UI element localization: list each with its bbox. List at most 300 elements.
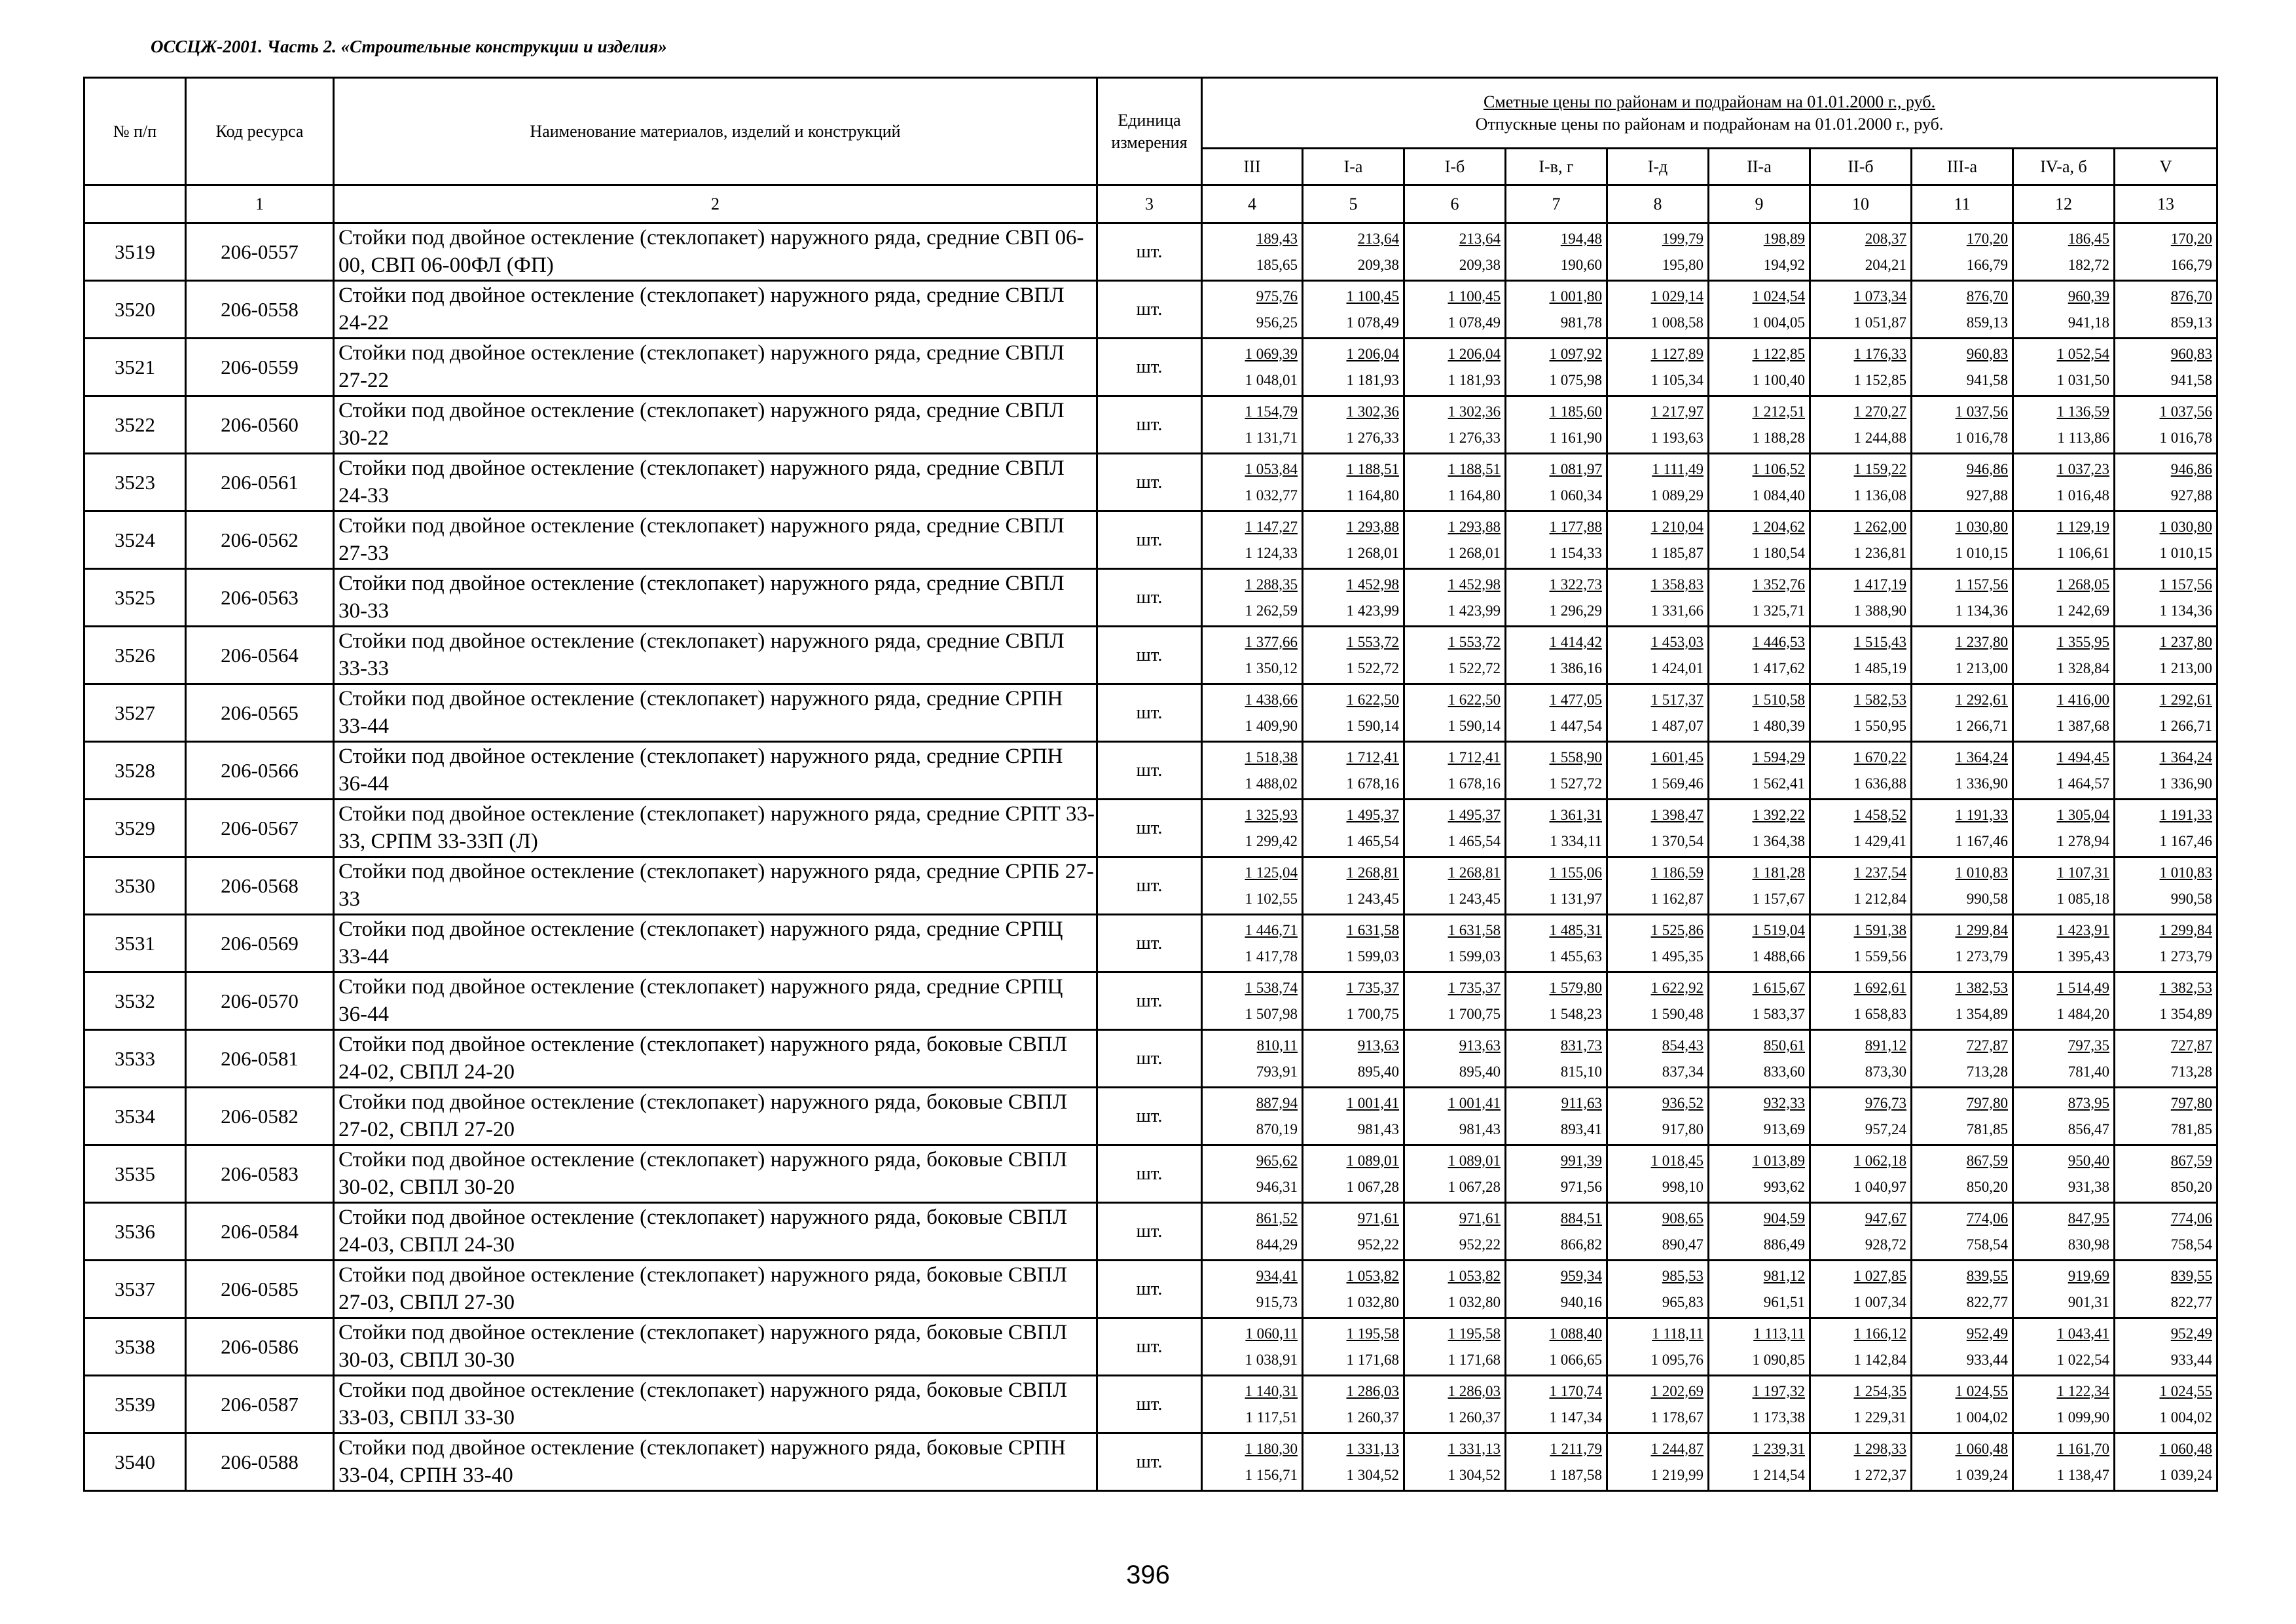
price-cell xyxy=(1709,1261,1810,1318)
row-unit: шт. xyxy=(1097,1261,1202,1318)
price-cell xyxy=(1810,1203,1912,1261)
column-index: 3 xyxy=(1097,185,1202,223)
table-row xyxy=(84,857,2217,915)
release-price: 1 417,62 xyxy=(1752,659,1805,676)
price-cell xyxy=(1607,972,1709,1030)
estimate-price: 1 538,74 xyxy=(1245,979,1298,996)
price-cell xyxy=(2013,742,2115,800)
release-price: 1 180,54 xyxy=(1752,544,1805,561)
release-price: 1 152,85 xyxy=(1853,371,1906,388)
price-cell xyxy=(1912,281,2013,339)
estimate-price: 1 268,81 xyxy=(1346,864,1399,881)
release-price: 1 266,71 xyxy=(2159,717,2213,734)
estimate-price: 727,87 xyxy=(1966,1037,2008,1054)
row-name: Стойки под двойное остекление (стеклопакет) наружного ряда, боковые СВПЛ 30-03, СВПЛ 30-30 xyxy=(334,1318,1097,1376)
row-code: 206-0584 xyxy=(186,1203,334,1261)
estimate-price: 1 170,74 xyxy=(1549,1382,1602,1399)
release-price: 1 131,71 xyxy=(1245,429,1298,446)
estimate-price: 1 364,24 xyxy=(1955,748,2008,766)
release-price: 1 117,51 xyxy=(1245,1409,1298,1426)
row-num: 3529 xyxy=(84,800,186,857)
estimate-price: 1 001,41 xyxy=(1448,1094,1501,1111)
release-price: 981,43 xyxy=(1357,1120,1399,1137)
table-row xyxy=(84,1203,2217,1261)
price-cell xyxy=(2013,281,2115,339)
release-price: 815,10 xyxy=(1560,1063,1602,1080)
row-code: 206-0581 xyxy=(186,1030,334,1088)
row-name: Стойки под двойное остекление (стеклопакет) наружного ряда, боковые СВПЛ 27-02, СВПЛ 27-20 xyxy=(334,1088,1097,1145)
price-cell xyxy=(1810,1433,1912,1491)
release-price: 1 010,15 xyxy=(1955,544,2008,561)
estimate-price: 1 030,80 xyxy=(1955,518,2008,535)
estimate-price: 1 712,41 xyxy=(1346,748,1399,766)
estimate-price: 1 155,06 xyxy=(1549,864,1602,881)
estimate-price: 1 053,82 xyxy=(1448,1267,1501,1284)
estimate-price: 1 024,55 xyxy=(2159,1382,2213,1399)
release-price: 1 066,65 xyxy=(1549,1351,1602,1368)
row-unit: шт. xyxy=(1097,1145,1202,1203)
release-price: 1 636,88 xyxy=(1853,775,1906,792)
release-price: 1 106,61 xyxy=(2056,544,2109,561)
row-code: 206-0558 xyxy=(186,281,334,339)
row-num: 3532 xyxy=(84,972,186,1030)
estimate-price: 1 037,56 xyxy=(1955,403,2008,420)
release-price: 1 214,54 xyxy=(1752,1466,1805,1483)
release-price: 873,30 xyxy=(1865,1063,1906,1080)
estimate-price: 1 089,01 xyxy=(1346,1152,1399,1169)
estimate-price: 199,79 xyxy=(1662,230,1704,247)
table-row xyxy=(84,800,2217,857)
row-code: 206-0560 xyxy=(186,396,334,454)
row-name: Стойки под двойное остекление (стеклопакет) наружного ряда, средние СВПЛ 24-22 xyxy=(334,281,1097,339)
estimate-price: 913,63 xyxy=(1459,1037,1501,1054)
estimate-price: 1 100,45 xyxy=(1448,287,1501,304)
estimate-price: 960,83 xyxy=(1966,345,2008,362)
estimate-price: 1 157,56 xyxy=(2159,576,2213,593)
page-title: ОССЦЖ-2001. Часть 2. «Строительные конструкции и изделия» xyxy=(151,37,667,56)
release-price: 1 336,90 xyxy=(1955,775,2008,792)
page-number: 396 xyxy=(1126,1560,1170,1589)
price-cell xyxy=(1607,1088,1709,1145)
estimate-price: 1 088,40 xyxy=(1549,1325,1602,1342)
estimate-price: 1 107,31 xyxy=(2056,864,2109,881)
price-cell xyxy=(2115,569,2217,627)
release-price: 1 008,58 xyxy=(1650,314,1704,331)
estimate-price: 1 361,31 xyxy=(1549,806,1602,823)
estimate-price: 1 060,48 xyxy=(2159,1440,2213,1457)
row-code: 206-0559 xyxy=(186,339,334,396)
release-price: 1 296,29 xyxy=(1549,602,1602,619)
estimate-price: 1 495,37 xyxy=(1448,806,1501,823)
price-cell xyxy=(1810,1376,1912,1433)
table-row xyxy=(84,627,2217,684)
row-num: 3535 xyxy=(84,1145,186,1203)
price-table xyxy=(83,77,2218,1492)
price-cell xyxy=(2115,684,2217,742)
estimate-price: 1 358,83 xyxy=(1650,576,1704,593)
price-cell xyxy=(1709,511,1810,569)
price-cell xyxy=(1912,1088,2013,1145)
price-cell xyxy=(1810,627,1912,684)
estimate-price: 1 073,34 xyxy=(1853,287,1906,304)
price-cell xyxy=(1912,223,2013,281)
estimate-price: 1 288,35 xyxy=(1245,576,1298,593)
price-cell xyxy=(2115,281,2217,339)
price-cell xyxy=(1404,223,1506,281)
estimate-price: 1 237,80 xyxy=(1955,633,2008,650)
table-row xyxy=(84,1261,2217,1318)
release-price: 1 370,54 xyxy=(1650,832,1704,849)
row-unit: шт. xyxy=(1097,915,1202,972)
header-region: I-а xyxy=(1303,149,1404,185)
release-price: 1 219,99 xyxy=(1650,1466,1704,1483)
release-price: 822,77 xyxy=(1966,1293,2008,1310)
estimate-price: 1 670,22 xyxy=(1853,748,1906,766)
release-price: 1 278,94 xyxy=(2056,832,2109,849)
estimate-price: 1 515,43 xyxy=(1853,633,1906,650)
release-price: 1 181,93 xyxy=(1346,371,1399,388)
release-price: 1 010,15 xyxy=(2159,544,2213,561)
price-cell xyxy=(1202,1145,1303,1203)
estimate-price: 1 147,27 xyxy=(1245,518,1298,535)
release-price: 209,38 xyxy=(1459,256,1501,273)
row-unit: шт. xyxy=(1097,396,1202,454)
table-row xyxy=(84,454,2217,511)
price-cell xyxy=(1912,1030,2013,1088)
price-cell xyxy=(1202,684,1303,742)
release-price: 895,40 xyxy=(1459,1063,1501,1080)
price-cell xyxy=(2013,396,2115,454)
price-cell xyxy=(1404,1261,1506,1318)
header-code: Код ресурса xyxy=(186,78,334,185)
row-num: 3533 xyxy=(84,1030,186,1088)
release-price: 1 272,37 xyxy=(1853,1466,1906,1483)
estimate-price: 1 212,51 xyxy=(1752,403,1805,420)
release-price: 1 464,57 xyxy=(2056,775,2109,792)
release-price: 850,20 xyxy=(2170,1178,2213,1195)
column-index: 2 xyxy=(334,185,1097,223)
release-price: 946,31 xyxy=(1256,1178,1298,1195)
header-region: I-д xyxy=(1607,149,1709,185)
row-unit: шт. xyxy=(1097,627,1202,684)
release-price: 793,91 xyxy=(1256,1063,1298,1080)
price-cell xyxy=(1303,972,1404,1030)
estimate-price: 1 191,33 xyxy=(2159,806,2213,823)
header-num: № п/п xyxy=(84,78,186,185)
price-cell xyxy=(1607,396,1709,454)
price-cell xyxy=(1303,339,1404,396)
release-price: 1 243,45 xyxy=(1448,890,1501,907)
price-cell xyxy=(2013,454,2115,511)
estimate-price: 867,59 xyxy=(1966,1152,2008,1169)
release-price: 993,62 xyxy=(1763,1178,1805,1195)
estimate-price: 1 029,14 xyxy=(1650,287,1704,304)
estimate-price: 198,89 xyxy=(1763,230,1805,247)
release-price: 990,58 xyxy=(1966,890,2008,907)
row-unit: шт. xyxy=(1097,1203,1202,1261)
release-price: 1 134,36 xyxy=(2159,602,2213,619)
price-cell xyxy=(1912,857,2013,915)
price-cell xyxy=(1709,339,1810,396)
price-cell xyxy=(1202,972,1303,1030)
price-cell xyxy=(2013,223,2115,281)
estimate-price: 904,59 xyxy=(1763,1209,1805,1227)
price-cell xyxy=(1202,1203,1303,1261)
estimate-price: 1 477,05 xyxy=(1549,691,1602,708)
release-price: 1 188,28 xyxy=(1752,429,1805,446)
release-price: 1 113,86 xyxy=(2057,429,2109,446)
release-price: 940,16 xyxy=(1560,1293,1602,1310)
estimate-price: 1 239,31 xyxy=(1752,1440,1805,1457)
estimate-price: 1 111,49 xyxy=(1652,460,1704,477)
price-cell xyxy=(1404,627,1506,684)
estimate-price: 950,40 xyxy=(2068,1152,2109,1169)
release-price: 833,60 xyxy=(1763,1063,1805,1080)
release-price: 1 562,41 xyxy=(1752,775,1805,792)
estimate-price: 1 553,72 xyxy=(1346,633,1399,650)
estimate-price: 1 458,52 xyxy=(1853,806,1906,823)
release-price: 1 067,28 xyxy=(1346,1178,1399,1195)
release-price: 933,44 xyxy=(1966,1351,2008,1368)
release-price: 1 124,33 xyxy=(1245,544,1298,561)
row-num: 3538 xyxy=(84,1318,186,1376)
row-num: 3539 xyxy=(84,1376,186,1433)
estimate-price: 1 446,71 xyxy=(1245,921,1298,938)
release-price: 1 700,75 xyxy=(1448,1005,1501,1022)
price-cell xyxy=(1912,915,2013,972)
price-cell xyxy=(1303,569,1404,627)
estimate-price: 1 140,31 xyxy=(1245,1382,1298,1399)
release-price: 1 507,98 xyxy=(1245,1005,1298,1022)
release-price: 1 328,84 xyxy=(2056,659,2109,676)
price-cell xyxy=(1912,1203,2013,1261)
estimate-price: 908,65 xyxy=(1662,1209,1704,1227)
price-cell xyxy=(1810,396,1912,454)
row-name: Стойки под двойное остекление (стеклопакет) наружного ряда, боковые СВПЛ 24-03, СВПЛ 24-30 xyxy=(334,1203,1097,1261)
price-cell xyxy=(2013,857,2115,915)
price-cell xyxy=(1202,1088,1303,1145)
release-price: 1 039,24 xyxy=(1955,1466,2008,1483)
estimate-price: 831,73 xyxy=(1560,1037,1602,1054)
price-cell xyxy=(1506,569,1607,627)
row-name: Стойки под двойное остекление (стеклопакет) наружного ряда, средние СРПБ 27-33 xyxy=(334,857,1097,915)
estimate-price: 797,80 xyxy=(1966,1094,2008,1111)
price-cell xyxy=(1709,1145,1810,1203)
header-region: I-в, г xyxy=(1506,149,1607,185)
price-cell xyxy=(1607,1203,1709,1261)
release-price: 1 016,78 xyxy=(2159,429,2213,446)
price-cell xyxy=(1912,1318,2013,1376)
release-price: 1 424,01 xyxy=(1650,659,1704,676)
price-cell xyxy=(1404,1318,1506,1376)
price-cell xyxy=(1607,1261,1709,1318)
price-cell xyxy=(1912,1376,2013,1433)
price-cell xyxy=(1506,1030,1607,1088)
header-region: I-б xyxy=(1404,149,1506,185)
header-name: Наименование материалов, изделий и конструкций xyxy=(334,78,1097,185)
column-index: 11 xyxy=(1912,185,2013,223)
release-price: 1 262,59 xyxy=(1245,602,1298,619)
column-index: 13 xyxy=(2115,185,2217,223)
price-cell xyxy=(1202,742,1303,800)
release-price: 1 243,45 xyxy=(1346,890,1399,907)
release-price: 1 485,19 xyxy=(1853,659,1906,676)
estimate-price: 1 325,93 xyxy=(1245,806,1298,823)
price-cell xyxy=(1912,742,2013,800)
estimate-price: 839,55 xyxy=(2170,1267,2213,1284)
release-price: 1 161,90 xyxy=(1549,429,1602,446)
release-price: 1 386,16 xyxy=(1549,659,1602,676)
release-price: 1 162,87 xyxy=(1650,890,1704,907)
column-index: 10 xyxy=(1810,185,1912,223)
estimate-price: 1 452,98 xyxy=(1448,576,1501,593)
release-price: 1 078,49 xyxy=(1346,314,1399,331)
price-cell xyxy=(2013,1318,2115,1376)
release-price: 758,54 xyxy=(2170,1236,2213,1253)
row-num: 3519 xyxy=(84,223,186,281)
estimate-price: 971,61 xyxy=(1459,1209,1501,1227)
estimate-price: 1 191,33 xyxy=(1955,806,2008,823)
estimate-price: 1 202,69 xyxy=(1650,1382,1704,1399)
release-price: 822,77 xyxy=(2170,1293,2213,1310)
row-code: 206-0565 xyxy=(186,684,334,742)
row-code: 206-0588 xyxy=(186,1433,334,1491)
price-cell xyxy=(2115,223,2217,281)
release-price: 870,19 xyxy=(1256,1120,1298,1137)
price-cell xyxy=(2115,339,2217,396)
release-price: 1 268,01 xyxy=(1346,544,1399,561)
price-cell xyxy=(1303,915,1404,972)
row-unit: шт. xyxy=(1097,972,1202,1030)
row-name: Стойки под двойное остекление (стеклопакет) наружного ряда, боковые СВПЛ 30-02, СВПЛ 30-20 xyxy=(334,1145,1097,1203)
estimate-price: 1 299,84 xyxy=(2159,921,2213,938)
release-price: 856,47 xyxy=(2068,1120,2109,1137)
price-cell xyxy=(2013,1261,2115,1318)
estimate-price: 1 052,54 xyxy=(2056,345,2109,362)
release-price: 844,29 xyxy=(1256,1236,1298,1253)
release-price: 1 678,16 xyxy=(1448,775,1501,792)
price-cell xyxy=(1303,396,1404,454)
estimate-price: 965,62 xyxy=(1256,1152,1298,1169)
price-cell xyxy=(1506,972,1607,1030)
release-price: 893,41 xyxy=(1560,1120,1602,1137)
release-price: 1 016,48 xyxy=(2056,487,2109,504)
release-price: 1 465,54 xyxy=(1448,832,1501,849)
price-cell xyxy=(1709,396,1810,454)
estimate-price: 1 010,83 xyxy=(1955,864,2008,881)
estimate-price: 1 106,52 xyxy=(1752,460,1805,477)
release-price: 901,31 xyxy=(2068,1293,2109,1310)
release-price: 830,98 xyxy=(2068,1236,2109,1253)
price-cell xyxy=(1912,800,2013,857)
header-prices xyxy=(1202,78,2217,149)
release-price: 1 242,69 xyxy=(2056,602,2109,619)
price-cell xyxy=(1810,1261,1912,1318)
estimate-price: 1 268,05 xyxy=(2056,576,2109,593)
estimate-price: 1 292,61 xyxy=(1955,691,2008,708)
row-num: 3524 xyxy=(84,511,186,569)
estimate-price: 1 197,32 xyxy=(1752,1382,1805,1399)
price-cell xyxy=(1709,1376,1810,1433)
price-cell xyxy=(1404,339,1506,396)
release-price: 1 004,02 xyxy=(2159,1409,2213,1426)
estimate-price: 1 043,41 xyxy=(2056,1325,2109,1342)
price-cell xyxy=(1810,684,1912,742)
row-unit: шт. xyxy=(1097,339,1202,396)
estimate-price: 1 382,53 xyxy=(2159,979,2213,996)
estimate-price: 1 331,13 xyxy=(1448,1440,1501,1457)
release-price: 1 522,72 xyxy=(1448,659,1501,676)
release-price: 1 599,03 xyxy=(1346,948,1399,965)
price-cell xyxy=(2013,915,2115,972)
price-cell xyxy=(1810,569,1912,627)
row-num: 3530 xyxy=(84,857,186,915)
release-price: 1 484,20 xyxy=(2056,1005,2109,1022)
estimate-price: 1 027,85 xyxy=(1853,1267,1906,1284)
row-unit: шт. xyxy=(1097,742,1202,800)
price-cell xyxy=(1404,281,1506,339)
estimate-price: 959,34 xyxy=(1560,1267,1602,1284)
price-cell xyxy=(1202,569,1303,627)
estimate-price: 1 136,59 xyxy=(2056,403,2109,420)
price-cell xyxy=(1404,569,1506,627)
row-num: 3522 xyxy=(84,396,186,454)
estimate-price: 1 302,36 xyxy=(1346,403,1399,420)
release-price: 859,13 xyxy=(1966,314,2008,331)
release-price: 927,88 xyxy=(1966,487,2008,504)
row-code: 206-0587 xyxy=(186,1376,334,1433)
price-cell xyxy=(1709,1203,1810,1261)
estimate-price: 1 268,81 xyxy=(1448,864,1501,881)
price-cell xyxy=(1912,1261,2013,1318)
release-price: 1 099,90 xyxy=(2056,1409,2109,1426)
estimate-price: 1 485,31 xyxy=(1549,921,1602,938)
release-price: 1 700,75 xyxy=(1346,1005,1399,1022)
estimate-price: 1 579,80 xyxy=(1549,979,1602,996)
estimate-price: 861,52 xyxy=(1256,1209,1298,1227)
release-price: 1 429,41 xyxy=(1853,832,1906,849)
header-region: III-а xyxy=(1912,149,2013,185)
price-cell xyxy=(1912,1433,2013,1491)
release-price: 781,85 xyxy=(1966,1120,2008,1137)
column-index: 12 xyxy=(2013,185,2115,223)
price-cell xyxy=(1607,223,1709,281)
price-cell xyxy=(1810,511,1912,569)
price-cell xyxy=(1404,684,1506,742)
release-price: 204,21 xyxy=(1865,256,1906,273)
price-cell xyxy=(2115,1376,2217,1433)
price-cell xyxy=(1506,511,1607,569)
price-cell xyxy=(1810,339,1912,396)
estimate-price: 850,61 xyxy=(1763,1037,1805,1054)
price-cell xyxy=(1607,1433,1709,1491)
price-cell xyxy=(1202,915,1303,972)
release-price: 1 039,24 xyxy=(2159,1466,2213,1483)
estimate-price: 1 195,58 xyxy=(1346,1325,1399,1342)
price-cell xyxy=(1506,1203,1607,1261)
estimate-price: 1 159,22 xyxy=(1853,460,1906,477)
price-cell xyxy=(1404,800,1506,857)
table-row xyxy=(84,1030,2217,1088)
release-price: 1 090,85 xyxy=(1752,1351,1805,1368)
price-cell xyxy=(1202,800,1303,857)
price-cell xyxy=(2115,1318,2217,1376)
release-price: 713,28 xyxy=(2170,1063,2213,1080)
estimate-price: 911,63 xyxy=(1561,1094,1602,1111)
release-price: 1 142,84 xyxy=(1853,1351,1906,1368)
estimate-price: 1 122,85 xyxy=(1752,345,1805,362)
release-price: 1 599,03 xyxy=(1448,948,1501,965)
